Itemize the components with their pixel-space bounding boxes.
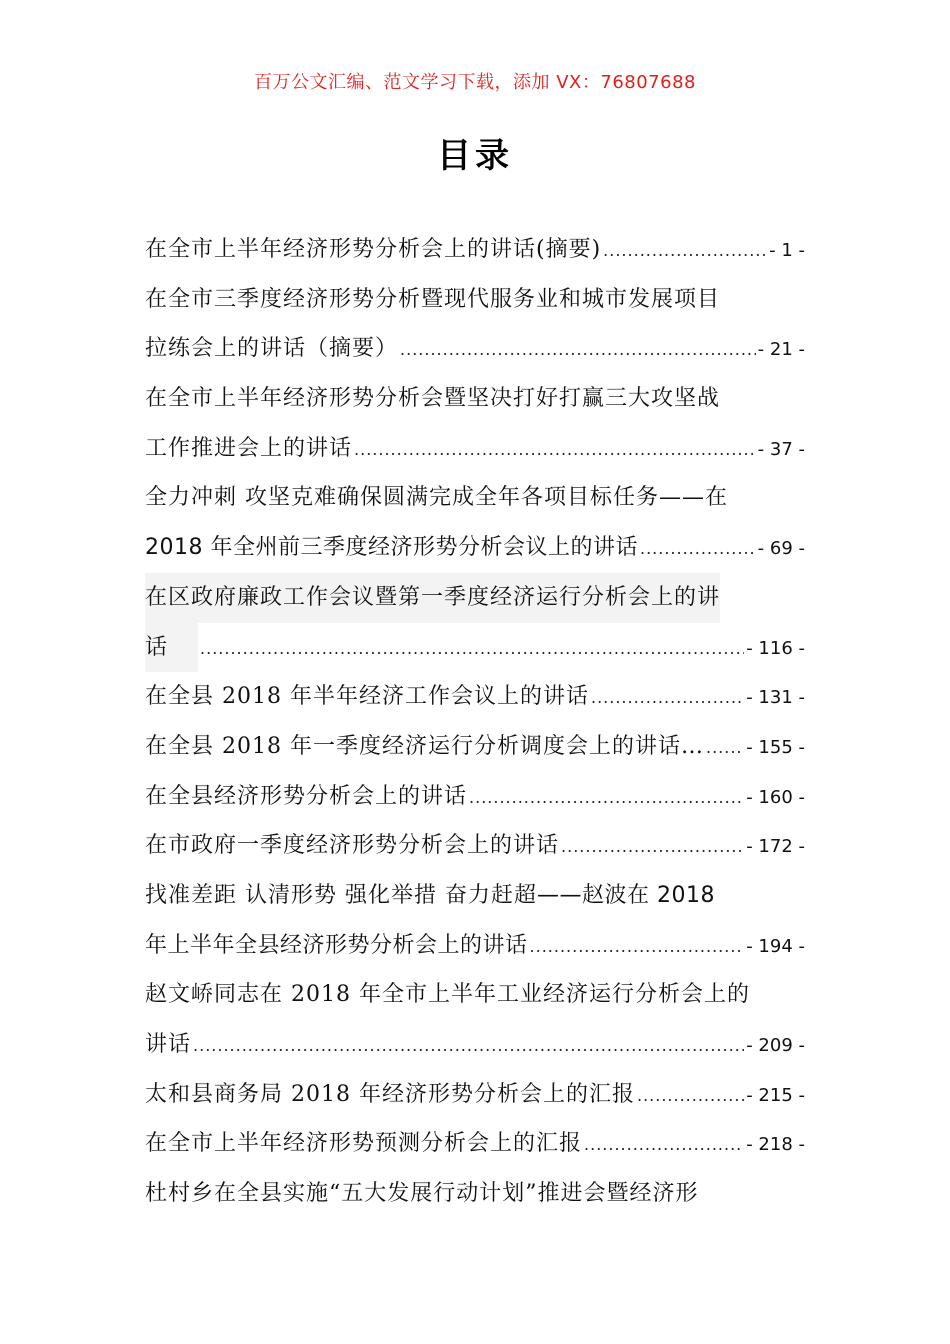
toc-entry-title: 在全市上半年经济形势预测分析会上的汇报 <box>145 1131 583 1157</box>
toc-entry[interactable] <box>145 275 805 325</box>
toc-entry-title: 在全市上半年经济形势分析会上的讲话(摘要) <box>145 237 602 262</box>
leader-dots <box>706 723 744 772</box>
toc-entry-title: 杜村乡在全县实施“五大发展行动计划”推进会暨经济形 <box>145 1181 699 1207</box>
toc-entry-title: 找准差距 认清形势 强化举措 奋力赶超 <box>145 882 537 908</box>
toc-entry-title: 赵文峤同志在 2018 年全市上半年工业经济运行分析会上的 <box>145 982 750 1008</box>
toc-entry-title: 在市政府一季度经济形势分析会上的讲话 <box>145 833 560 859</box>
leader-dots <box>200 624 744 673</box>
toc-entry[interactable] <box>145 921 805 971</box>
leader-dots <box>354 425 756 474</box>
toc-entry-title: 讲话 <box>145 1032 192 1057</box>
leader-dots <box>637 1071 744 1120</box>
toc-entry[interactable] <box>145 871 805 921</box>
leader-dots <box>584 1120 744 1169</box>
toc-page-number: - 69 - <box>757 538 805 560</box>
toc-entry[interactable] <box>145 573 805 623</box>
toc-page-number: - 172 - <box>746 836 805 858</box>
toc-entry-title-tail: 在 <box>705 485 728 511</box>
toc-entry[interactable] <box>145 1169 805 1219</box>
toc-entry-title: 话 <box>145 623 198 673</box>
toc-page-number: - 1 - <box>769 240 805 261</box>
toc-page-number: - 209 - <box>746 1035 805 1056</box>
toc-entry-title: 在全县经济形势分析会上的讲话 <box>145 783 468 809</box>
leader-dots <box>469 773 744 822</box>
toc-entry[interactable] <box>145 473 805 523</box>
leader-dots <box>640 524 756 573</box>
toc-entry[interactable] <box>145 424 805 474</box>
toc-page-number: - 21 - <box>757 339 805 361</box>
toc-entry-title: 在全市上半年经济形势分析会暨坚决打好打赢三大攻坚战 <box>145 386 721 412</box>
toc-page-number: - 215 - <box>746 1084 805 1106</box>
toc-page-number: - 116 - <box>746 637 805 659</box>
toc-entry[interactable] <box>145 1119 805 1169</box>
leader-dots <box>400 325 756 374</box>
toc-page-number: - 37 - <box>757 438 805 460</box>
toc-page-number: - 131 - <box>746 687 805 709</box>
toc-entry[interactable] <box>145 623 805 673</box>
toc-entry[interactable] <box>145 225 805 275</box>
toc-entry[interactable] <box>145 374 805 424</box>
toc-entry[interactable] <box>145 970 805 1020</box>
toc-entry[interactable] <box>145 324 805 374</box>
leader-dots <box>530 922 745 971</box>
toc-page-number: - 155 - <box>746 736 805 758</box>
toc-entry[interactable] <box>145 722 805 772</box>
toc-entry[interactable] <box>145 1070 805 1120</box>
toc-entry-title-tail: ——赵波在 2018 <box>536 882 715 908</box>
toc-entry-title: 2018 年全州前三季度经济形势分析会议上的讲话 <box>145 535 638 561</box>
toc-entry-title: 太和县商务局 2018 年经济形势分析会上的汇报 <box>145 1081 635 1107</box>
toc-entry-title: 在区政府廉政工作会议暨第一季度经济运行分析会上的讲 <box>145 573 720 623</box>
toc-entry-title: 年上半年全县经济形势分析会上的讲话 <box>145 932 528 958</box>
leader-dots <box>591 673 744 722</box>
toc-entry-title: 在全县 2018 年半年经济工作会议上的讲话 <box>145 684 589 710</box>
toc-entry-title: 工作推进会上的讲话 <box>145 435 353 461</box>
watermark-header: 百万公文汇编、范文学习下载，添加 VX：76807688 <box>254 72 696 93</box>
leader-dots <box>603 226 767 275</box>
table-of-contents <box>145 225 805 1219</box>
page-title: 目录 <box>437 136 513 176</box>
toc-page-number: - 160 - <box>746 786 805 808</box>
toc-page-number: - 218 - <box>746 1134 805 1156</box>
toc-entry-title: 在全县 2018 年一季度经济运行分析调度会上的讲话… <box>145 733 704 759</box>
toc-entry-title: 在全市三季度经济形势分析暨现代服务业和城市发展项目 <box>145 286 721 312</box>
toc-page-number: - 194 - <box>746 935 805 957</box>
toc-entry[interactable] <box>145 672 805 722</box>
toc-entry[interactable] <box>145 772 805 822</box>
toc-entry-title: 全力冲刺 攻坚克难确保圆满完成全年各项目标任务—— <box>145 485 705 511</box>
toc-entry[interactable] <box>145 821 805 871</box>
toc-entry[interactable] <box>145 1020 805 1070</box>
toc-entry-title: 拉练会上的讲话（摘要） <box>145 336 399 362</box>
toc-entry[interactable] <box>145 523 805 573</box>
leader-dots <box>193 1021 744 1070</box>
leader-dots <box>561 822 744 871</box>
